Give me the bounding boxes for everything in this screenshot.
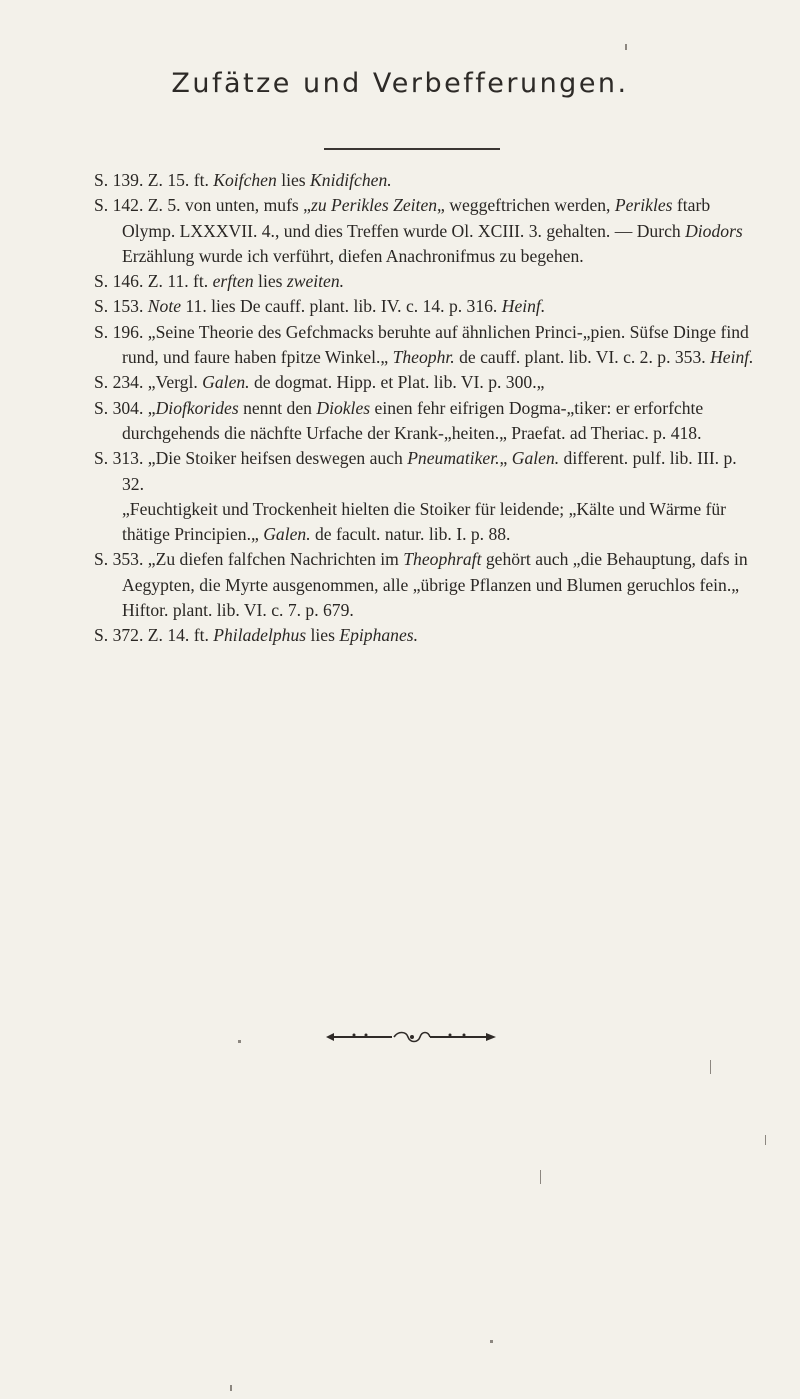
entry-text: „	[499, 448, 512, 469]
correction-entry	[94, 547, 754, 623]
italic-term: Diodors	[685, 220, 743, 241]
entry-text: 11. lies De cauff. plant. lib. IV. c. 14. p. 316.	[181, 296, 502, 317]
page-reference: S. 313.	[94, 448, 144, 469]
italic-term: Perikles	[614, 195, 673, 216]
italic-term: Knidifchen.	[310, 170, 392, 190]
italic-term: Heinf.	[710, 347, 754, 368]
tailpiece-ornament-icon	[324, 1030, 499, 1044]
page-reference: S. 196.	[94, 321, 144, 342]
italic-term: Philadelphus	[213, 625, 307, 646]
correction-entry	[94, 370, 754, 395]
paper-speck	[625, 44, 627, 50]
paper-speck	[490, 1340, 493, 1343]
entry-text: lies	[306, 625, 340, 646]
correction-continuation	[94, 497, 754, 548]
entry-text: different. pulf. lib. III. p. 32.	[122, 448, 737, 494]
italic-term: Theophr.	[392, 347, 455, 368]
page-reference: S. 234.	[94, 372, 144, 393]
paper-speck	[230, 1385, 232, 1391]
entry-text: de cauff. plant. lib. VI. c. 2. p. 353.	[454, 347, 711, 368]
page-reference: S. 372. Z. 14. ft.	[94, 625, 209, 646]
entry-text: „Seine Theorie des Gefchmacks beruhte auf ähnlichen Princi-„pien. Süfse Dinge find rund, und faure haben fpitze Winkel.„	[122, 321, 749, 368]
entry-text: lies	[253, 271, 287, 292]
page-heading: Zufätze und Verbefferungen.	[171, 68, 629, 99]
italic-term: Theophraft	[403, 549, 482, 570]
correction-entry	[94, 320, 754, 371]
italic-term: Note	[147, 296, 182, 317]
entry-text: „ weggeftrichen werden,	[437, 195, 615, 216]
entry-text: einen fehr eifrigen Dogma-„tiker: er erforfchte durchgehends die nächfte Urfache der Krank-„heiten.„ Praefat. ad Theriac. p. 418.	[122, 397, 704, 443]
heading-rule	[324, 148, 500, 150]
paper-speck	[540, 1170, 541, 1184]
correction-entry	[94, 168, 754, 193]
correction-entry	[94, 396, 754, 447]
italic-term: Galen.	[511, 448, 560, 469]
italic-term: zu Perikles Zeiten	[310, 195, 438, 216]
entry-text: „Zu diefen falfchen Nachrichten im	[143, 549, 404, 570]
entry-text: lies	[276, 170, 311, 190]
italic-term: zweiten.	[286, 271, 345, 292]
italic-term: Galen.	[263, 524, 311, 545]
entry-text: nennt den	[238, 397, 317, 418]
correction-entry	[94, 269, 754, 294]
italic-term: Diofkorides	[155, 397, 239, 418]
page-reference: S. 304.	[94, 397, 144, 418]
page-reference: S. 353.	[94, 549, 144, 570]
entry-text: gehört auch „die Behauptung, dafs in Aegypten, die Myrte ausgenommen, alle „übrige Pflanzen und Blumen geruchlos fein.„ Hiftor. plant. lib. VI. c. 7. p. 679.	[122, 549, 748, 621]
page-reference: S. 139. Z. 15. ft.	[94, 170, 209, 190]
paper-speck	[238, 1040, 241, 1043]
entry-text: Erzählung wurde ich verführt, diefen Anachronifmus zu begehen.	[122, 245, 584, 266]
entry-text: de facult. natur. lib. I. p. 88.	[310, 524, 511, 545]
italic-term: Galen.	[202, 372, 250, 393]
italic-term: Koifchen	[213, 170, 277, 190]
entry-text: „Vergl.	[143, 372, 203, 393]
entry-text: „Die Stoiker heifsen deswegen auch	[143, 448, 408, 469]
page-reference: S. 142. Z. 5. von unten,	[94, 195, 260, 216]
entry-text: „Feuchtigkeit und Trockenheit hielten die Stoiker für leidende; „Kälte und Wärme für thätige Principien.„	[122, 498, 727, 545]
entry-text: mufs „	[259, 195, 311, 216]
italic-term: erften	[212, 271, 254, 292]
paper-speck	[710, 1060, 711, 1074]
entry-text: de dogmat. Hipp. et Plat. lib. VI. p. 300.„	[249, 372, 545, 393]
correction-entry	[94, 193, 754, 269]
correction-entry	[94, 446, 754, 497]
page-reference: S. 153.	[94, 296, 144, 317]
italic-term: Heinf.	[501, 296, 546, 317]
entry-text: ftarb Olymp. LXXXVII. 4., und dies Treffen wurde Ol. XCIII. 3. gehalten. — Durch	[122, 195, 711, 241]
entry-text: „	[143, 397, 156, 418]
italic-term: Epiphanes.	[339, 625, 419, 646]
paper-speck	[765, 1135, 766, 1145]
corrections-list	[94, 168, 754, 649]
italic-term: Diokles	[316, 397, 371, 418]
page-reference: S. 146. Z. 11. ft.	[94, 271, 209, 292]
italic-term: Pneumatiker.	[407, 448, 500, 469]
correction-entry	[94, 623, 754, 648]
correction-entry	[94, 294, 754, 319]
